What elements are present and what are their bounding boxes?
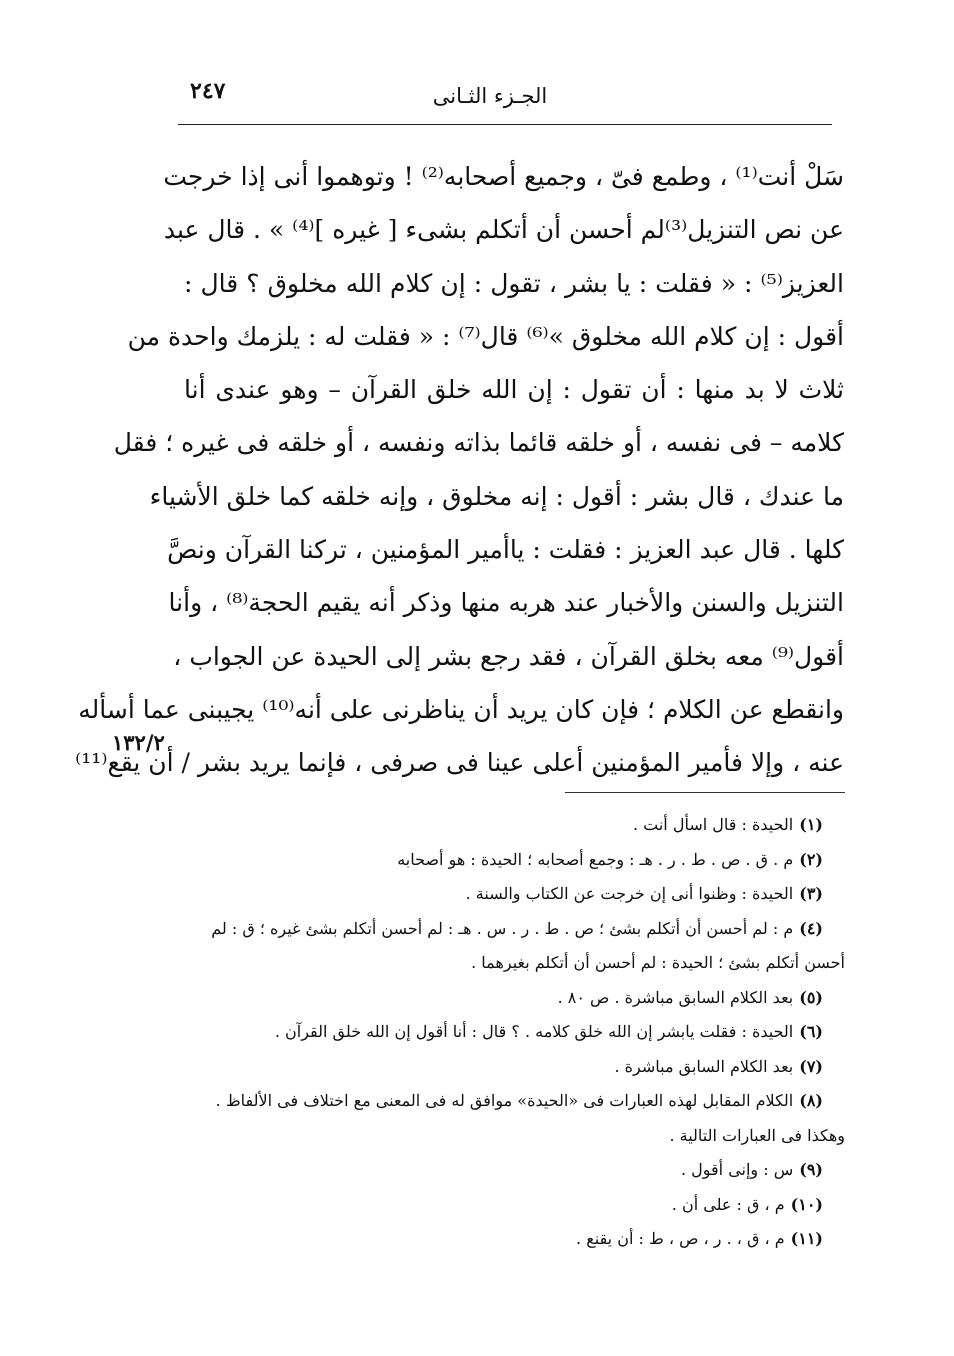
footnote bbox=[190, 912, 845, 947]
footnote bbox=[190, 1084, 845, 1119]
text-line: ثلاث لا بد منها : أن تقول : إن الله خلق القرآن – وهو عندى أنا bbox=[184, 375, 844, 405]
footnote-text: م : لم أحسن أن أتكلم بشئ ؛ ص . ط . ر . س . هـ : لم أحسن أتكلم بشئ غيره ؛ ق : لم bbox=[211, 918, 794, 938]
footnote-number: (٧) bbox=[799, 1056, 823, 1076]
margin-reference: ١٣٢/٢ bbox=[112, 730, 165, 755]
footnote bbox=[190, 877, 845, 912]
footnote bbox=[190, 1188, 845, 1223]
footnote-number: (٥) bbox=[799, 987, 823, 1007]
text-line: عنه ، وإلا فأمير المؤمنين أعلى عينا فى صرفى ، فإنما يريد بشر / أن يقع⁽¹¹⁾ bbox=[75, 748, 844, 778]
footnote bbox=[190, 1050, 845, 1085]
footnotes-block bbox=[190, 808, 845, 1257]
footnote-number: (٩) bbox=[799, 1160, 823, 1179]
footnote-number: (٨) bbox=[799, 1091, 823, 1110]
footnote-number: (٣) bbox=[799, 884, 823, 903]
text-line: التنزيل والسنن والأخبار عند هربه منها وذكر أنه يقيم الحجة⁽⁸⁾ ، وأنا bbox=[168, 588, 844, 618]
footnote-text: م . ق . ص . ط . ر . هـ : وجمع أصحابه ؛ الحيدة : هو أصحابه bbox=[397, 849, 794, 869]
footnote-text: الحيدة : فقلت يابشر إن الله خلق كلامه . ؟ قال : أنا أقول إن الله خلق القرآن . bbox=[274, 1022, 794, 1041]
footnote-continuation bbox=[190, 1119, 845, 1154]
text-line: وانقطع عن الكلام ؛ فإن كان يريد أن يناظرنى على أنه⁽¹⁰⁾ يجيبنى عما أسأله bbox=[78, 694, 844, 724]
footnote-number: (١٠) bbox=[790, 1194, 823, 1214]
footnote-text: م ، ق : على أن . bbox=[671, 1194, 785, 1214]
footnote bbox=[190, 1153, 845, 1188]
footnote-text: س : وإنى أقول . bbox=[680, 1160, 794, 1179]
footnote-text: الحيدة : وظنوا أنى إن خرجت عن الكتاب والسنة . bbox=[465, 884, 794, 903]
text-line: ما عندك ، قال بشر : أقول : إنه مخلوق ، وإنه خلقه كما خلق الأشياء bbox=[149, 481, 844, 511]
header-rule bbox=[178, 124, 832, 125]
footnote-text: بعد الكلام السابق مباشرة . bbox=[614, 1056, 794, 1076]
text-line: أقول⁽⁹⁾ معه بخلق القرآن ، فقد رجع بشر إلى الحيدة عن الجواب ، bbox=[173, 641, 844, 671]
page-number: ٢٤٧ bbox=[190, 78, 226, 104]
text-line: العزيز⁽⁵⁾ : « فقلت : يا بشر ، تقول : إن كلام الله مخلوق ؟ قال : bbox=[184, 268, 844, 298]
footnote-continuation bbox=[190, 946, 845, 981]
footnote-text: الحيدة : قال اسأل أنت . bbox=[632, 815, 794, 834]
text-line: عن نص التنزيل⁽³⁾لم أحسن أن أتكلم بشىء [ غيره ]⁽⁴⁾ » . قال عبد bbox=[163, 215, 844, 245]
footnote-number: (٤) bbox=[799, 918, 823, 938]
footnote-number: (١١) bbox=[790, 1229, 823, 1248]
footnote-text: بعد الكلام السابق مباشرة . ص ٨٠ . bbox=[557, 987, 794, 1007]
footnote-number: (٢) bbox=[799, 849, 823, 869]
footnote-text: م ، ق ، . ر ، ص ، ط : أن يقنع . bbox=[576, 1229, 785, 1248]
footnote-number: (٦) bbox=[799, 1022, 823, 1041]
footnote bbox=[190, 843, 845, 878]
text-line: كلها . قال عبد العزيز : فقلت : ياأمير المؤمنين ، تركنا القرآن ونصَّ bbox=[167, 535, 844, 565]
footnote-text: أحسن أتكلم بشئ ؛ الحيدة : لم أحسن أن أتكلم بغيرهما . bbox=[471, 953, 845, 972]
footnote-text: وهكذا فى العبارات التالية . bbox=[669, 1125, 845, 1145]
footnote-text: الكلام المقابل لهذه العبارات فى «الحيدة» موافق له فى المعنى مع اختلاف فى الألفاظ . bbox=[215, 1091, 794, 1110]
footnote-rule bbox=[565, 792, 845, 793]
footnote-number: (١) bbox=[799, 815, 823, 834]
text-line: كلامه – فى نفسه ، أو خلقه قائما بذاته ونفسه ، أو خلقه فى غيره ؛ فقل bbox=[113, 428, 844, 458]
footnote bbox=[190, 1015, 845, 1050]
text-line: سَلْ أنت⁽¹⁾ ، وطمع فىّ ، وجميع أصحابه⁽²⁾ ! وتوهموا أنى إذا خرجت bbox=[163, 162, 844, 191]
footnote bbox=[190, 808, 845, 843]
footnote bbox=[190, 981, 845, 1016]
footnote bbox=[190, 1222, 845, 1257]
text-line: أقول : إن كلام الله مخلوق »⁽⁶⁾ قال⁽⁷⁾ : « فقلت له : يلزمك واحدة من bbox=[127, 321, 844, 351]
running-title: الجـزء الثـانى bbox=[432, 84, 548, 108]
